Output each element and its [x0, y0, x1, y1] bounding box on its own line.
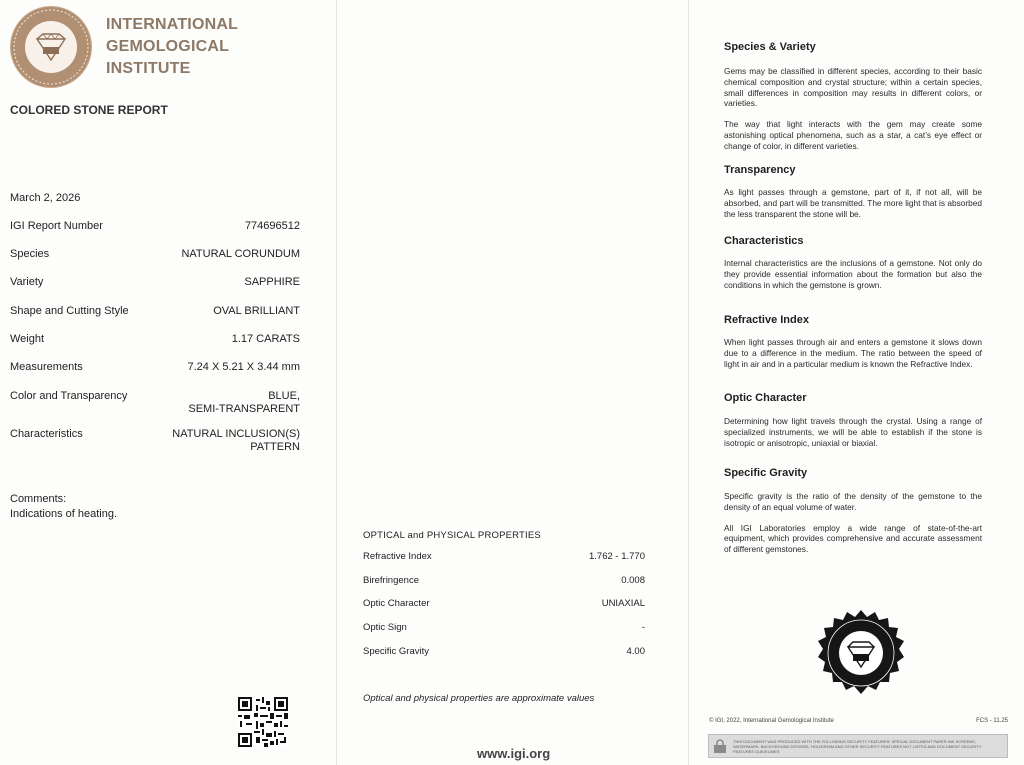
field-value-line: BLUE, — [268, 390, 300, 402]
optical-heading: OPTICAL and PHYSICAL PROPERTIES — [363, 530, 541, 541]
report-panel — [0, 0, 336, 765]
section-title: Transparency — [724, 164, 796, 176]
qr-code[interactable] — [238, 697, 288, 747]
section-title: Species & Variety — [724, 41, 816, 53]
optical-value: 4.00 — [626, 646, 645, 657]
section-body — [724, 337, 982, 369]
section-body — [724, 187, 982, 219]
field-label: Species — [10, 248, 50, 260]
optical-label: Refractive Index — [363, 551, 432, 562]
field-label: IGI Report Number — [10, 220, 103, 232]
field-value — [213, 305, 300, 318]
section-body — [724, 491, 982, 555]
comments-text: Indications of heating. — [10, 508, 118, 520]
field-label: Color and Transparency — [10, 390, 128, 402]
org-name-line: GEMOLOGICAL — [106, 38, 230, 55]
section-body — [724, 416, 982, 448]
field-value — [245, 220, 300, 233]
optical-note: Optical and physical properties are approximate values — [363, 693, 595, 704]
field-label: Characteristics — [10, 428, 83, 440]
section-paragraph: Internal characteristics are the inclusions of a gemstone. Not only do they provide essential information about the formation but also the conditions in which the gemstone is grown. — [724, 258, 982, 290]
section-title: Characteristics — [724, 235, 804, 247]
field-value-line: 774696512 — [244, 220, 300, 232]
field-value — [232, 333, 300, 346]
field-value-line: NATURAL CORUNDUM — [181, 248, 300, 260]
security-notice — [708, 734, 1008, 758]
section-paragraph: When light passes through air and enters a gemstone it slows down due to a difference in the medium. The ratio between the speed of light in air and in a particular medium is known the Refractive Index. — [724, 337, 982, 369]
optical-value: - — [641, 622, 645, 633]
org-name-line: INTERNATIONAL — [106, 16, 239, 33]
optical-label: Optic Sign — [363, 622, 407, 633]
form-code: FCS - 11.25 — [976, 718, 1008, 724]
report-title: COLORED STONE REPORT — [10, 103, 168, 117]
field-label: Variety — [10, 276, 44, 288]
igi-seal-icon — [10, 6, 92, 88]
section-paragraph: Determining how light travels through the crystal. Using a range of specialized instruments, we will be able to establish if the stone is isotropic or anisotropic, uniaxial or biaxial. — [724, 416, 982, 448]
field-value-line: SEMI-TRANSPARENT — [188, 403, 300, 415]
field-value-line: OVAL BRILLIANT — [213, 305, 300, 317]
org-name-line: INSTITUTE — [106, 60, 191, 77]
igi-logo-seal — [10, 6, 92, 88]
section-paragraph: All IGI Laboratories employ a wide range of state-of-the-art equipment, which provides comprehensive and accurate assessment of different gemstones. — [724, 522, 982, 555]
optical-value: 0.008 — [621, 575, 645, 586]
info-panel — [689, 0, 1024, 765]
field-value-line: NATURAL INCLUSION(S) — [172, 428, 300, 440]
field-value-line: 1.17 CARATS — [231, 333, 300, 345]
website-link[interactable]: www.igi.org — [477, 746, 551, 761]
section-title: Specific Gravity — [724, 467, 808, 479]
section-paragraph: The way that light interacts with the gem may create some astonishing optical phenomena, such as a star, a cat’s eye effect or change of color, in different varieties. — [724, 119, 982, 151]
field-value — [188, 390, 300, 416]
field-label: Weight — [10, 333, 45, 345]
optical-value: UNIAXIAL — [601, 598, 645, 609]
field-value — [244, 276, 300, 289]
field-value-line: SAPPHIRE — [244, 276, 300, 288]
section-body — [724, 66, 982, 152]
section-body — [724, 258, 982, 290]
field-value-line: PATTERN — [250, 441, 300, 453]
comments — [10, 492, 117, 522]
section-title: Optic Character — [724, 392, 807, 404]
optical-label: Specific Gravity — [363, 646, 429, 657]
org-name — [106, 14, 306, 80]
section-title: Refractive Index — [724, 314, 809, 326]
igi-seal-icon — [817, 609, 905, 697]
section-paragraph: Specific gravity is the ratio of the density of the gemstone to the density of an equal volume of water. — [724, 491, 982, 512]
field-value — [187, 361, 300, 374]
optical-label: Birefringence — [363, 575, 419, 586]
field-value-line: 7.24 X 5.21 X 3.44 mm — [187, 361, 300, 373]
field-label: Shape and Cutting Style — [10, 305, 129, 317]
field-value — [172, 428, 300, 454]
optical-label: Optic Character — [363, 598, 430, 609]
optical-value: 1.762 - 1.770 — [589, 551, 645, 562]
lock-icon — [713, 739, 727, 753]
security-text: THIS DOCUMENT WAS PRODUCED WITH THE FOLLOWING SECURITY FEATURES: SPECIAL DOCUMENT PAPER INK SCREENS, WATERMARK, BACKGROUND DESIGNS, HOLOGRAM AND OTHER SECURITY FEATURES NOT LISTED AND DOCUMENT SECURITY FEATURES GUIDELINES — [733, 739, 982, 754]
section-paragraph: As light passes through a gemstone, part of it, if not all, will be absorbed, and part will be transmitted. The more light that is absorbed the less transparent the stone will be. — [724, 187, 982, 219]
field-value — [181, 248, 300, 261]
section-paragraph: Gems may be classified in different species, according to their basic chemical composition and crystal structure; within a certain species, small differences in composition may results in different colors, or varieties. — [724, 66, 982, 109]
copyright: © IGI, 2022, International Gemological Institute — [709, 718, 834, 724]
comments-label: Comments: — [10, 493, 67, 505]
field-label: Measurements — [10, 361, 83, 373]
report-date: March 2, 2026 — [10, 192, 81, 204]
optical-panel — [337, 0, 688, 765]
